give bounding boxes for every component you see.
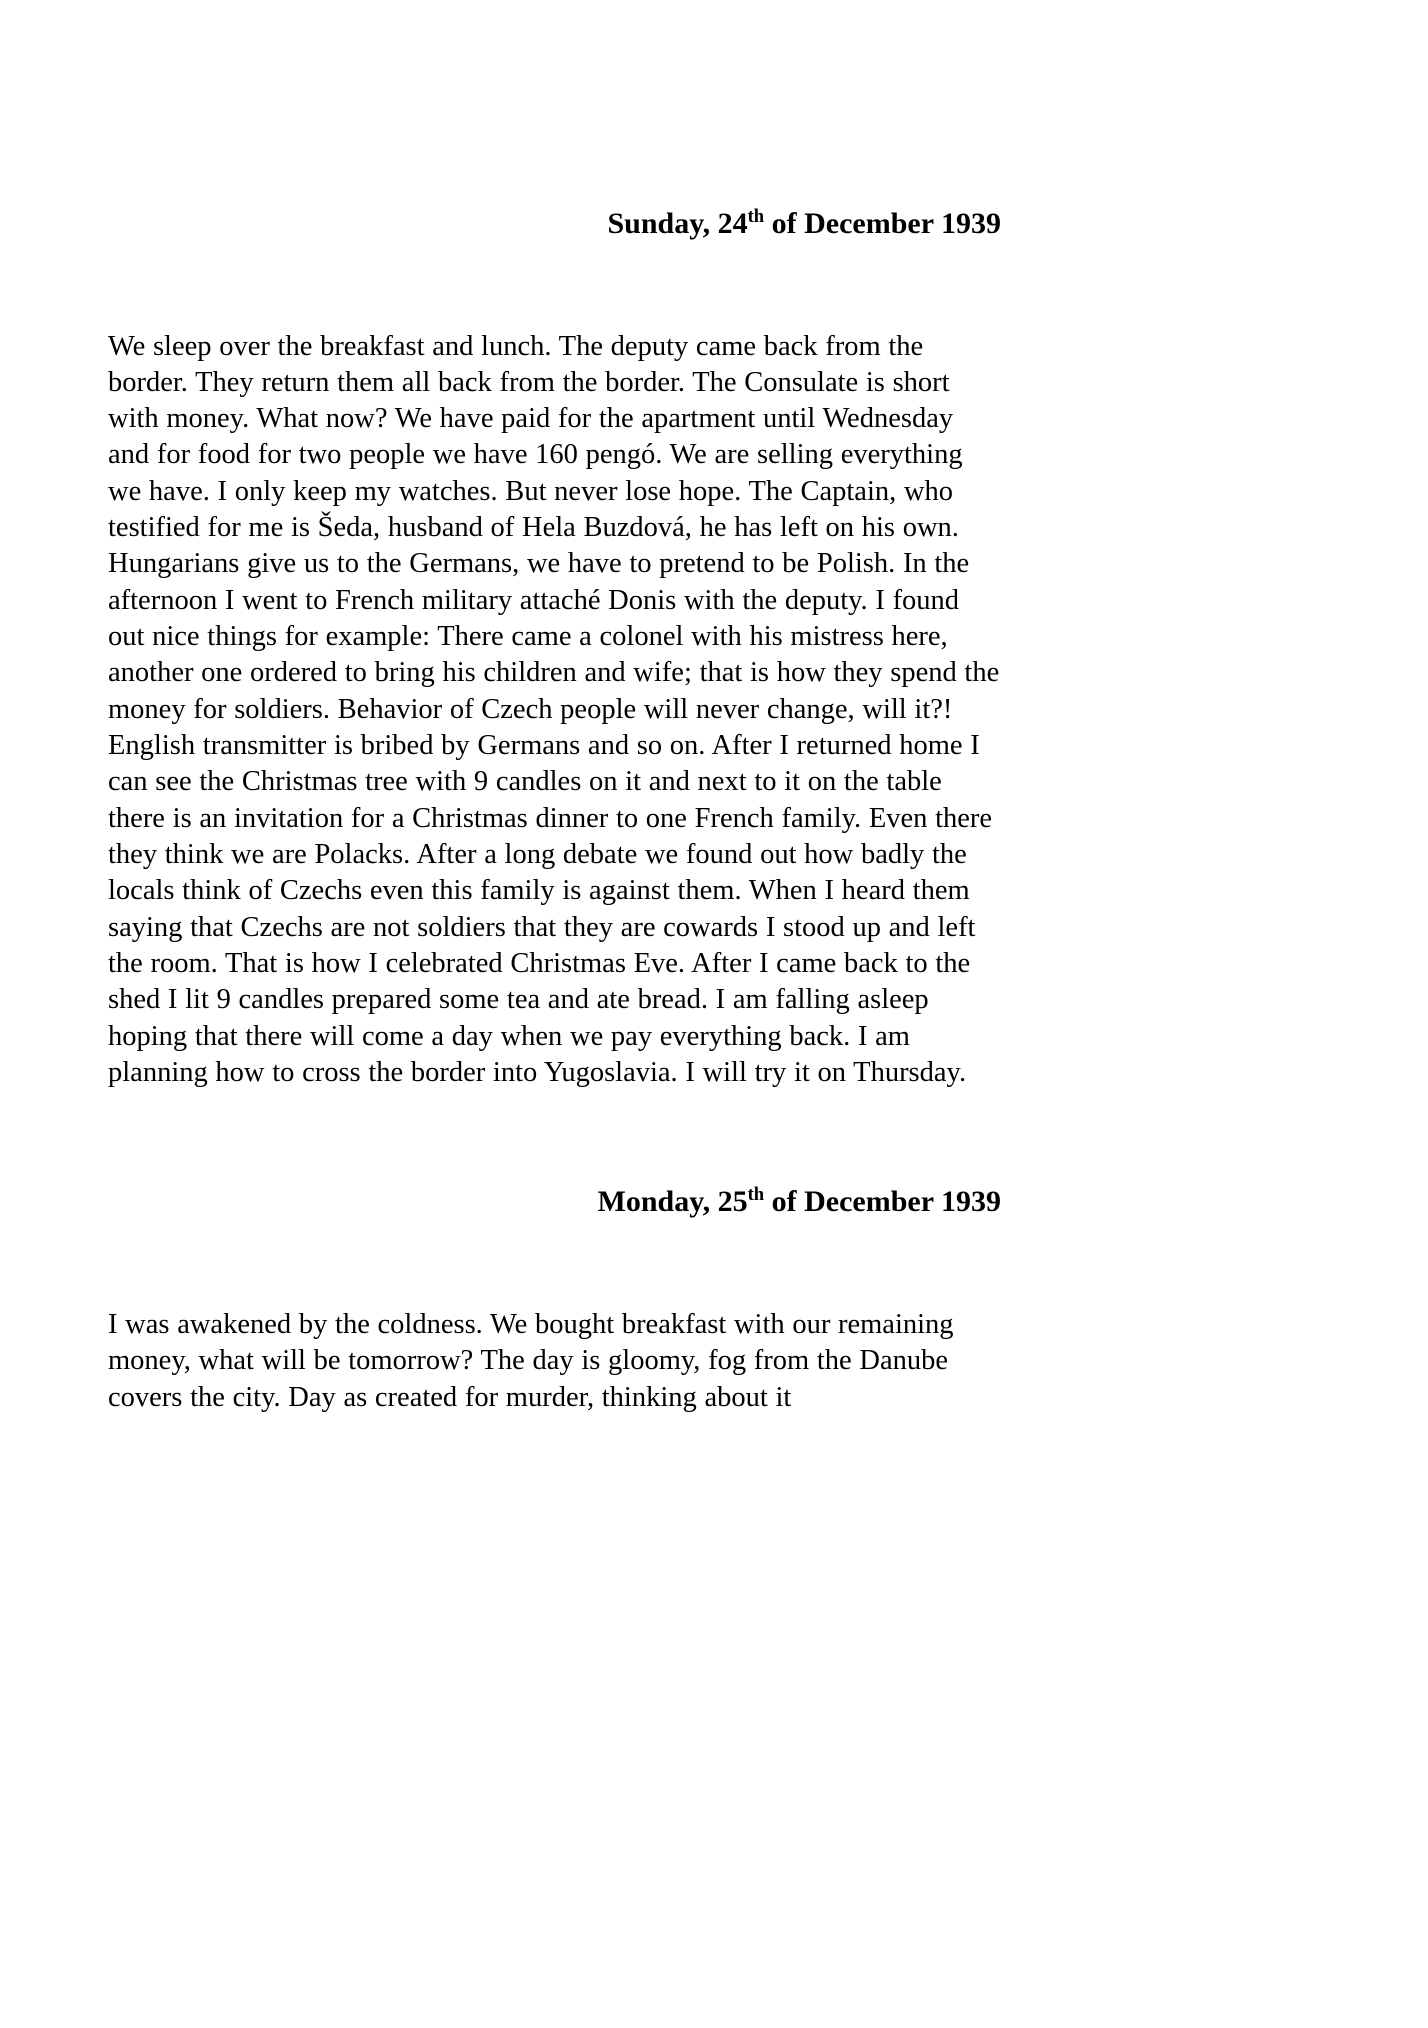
entry-body-text: I was awakened by the coldness. We bought breakfast with our remaining money, what will be tomorrow? The day is gloomy, fog from the Danube covers the city. Day as created for murder, thinking about it <box>108 1308 954 1413</box>
entry-body-text: We sleep over the breakfast and lunch. The deputy came back from the border. They return them all back from the border. The Consulate is short with money. What now? We have paid for the apartment until Wednesday and for food for two people we have 160 pengó. We are selling everything we have. I only keep my watches. But never lose hope. The Captain, who testified for me is Šeda, husband of Hela Buzdová, he has left on his own. Hungarians give us to the Germans, we have to pretend to be Polish. In the afternoon I went to French military attaché Donis with the deputy. I found out nice things for example: There came a colonel with his mistress here, another one ordered to bring his children and wife; that is how they spend the money for soldiers. Behavior of Czech people will never change, will it?! English transmitter is bribed by Germans and so on. After I returned home I can see the Christmas tree with 9 candles on it and next to it on the table there is an invitation for a Christmas dinner to one French family. Even there they think we are Polacks. After a long debate we found out how badly the locals think of Czechs even this family is against them. When I heard them saying that Czechs are not soldiers that they are cowards I stood up and left the room. That is how I celebrated Christmas Eve. After I came back to the shed I lit 9 candles prepared some tea and ate bread. I am falling asleep hoping that there will come a day when we pay everything back. I am planning how to cross the border into Yugoslavia. I will try it on Thursday. <box>108 330 1000 1089</box>
entry-date-ordinal-suffix: th <box>747 206 765 227</box>
entry-date-heading <box>108 1183 1001 1221</box>
entry-date-prefix: Monday, 25 <box>597 1185 748 1219</box>
entry-date-heading <box>108 205 1001 243</box>
diary-entry <box>108 1183 1001 1415</box>
entry-date-suffix: of December 1939 <box>764 1185 1001 1219</box>
entry-date-prefix: Sunday, 24 <box>607 207 748 240</box>
entry-date-suffix: of December 1939 <box>764 207 1001 240</box>
document-content <box>108 205 1001 1416</box>
diary-entry <box>108 205 1001 1091</box>
entry-date-ordinal-suffix: th <box>747 1184 765 1206</box>
